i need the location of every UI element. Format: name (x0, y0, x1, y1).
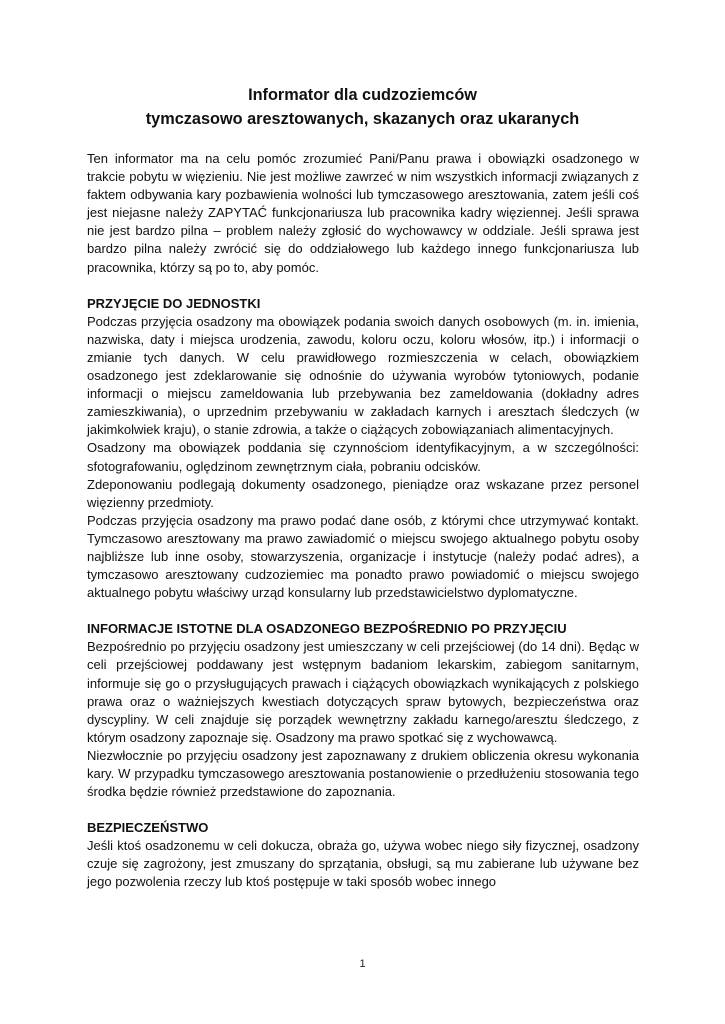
section-paragraph: Zdeponowaniu podlegają dokumenty osadzonego, pieniądze oraz wskazane przez personel więzienny przedmioty. (87, 476, 639, 510)
section-paragraph: Bezpośrednio po przyjęciu osadzony jest umieszczany w celi przejściowej (do 14 dni). Będąc w celi przejściowej poddawany jest wstępnym badaniom lekarskim, zabiegom sanitarnym, informuje się go o przysługujących prawach i ciążących obowiązkach wynikających z polskiego prawa oraz o ważniejszych kwestiach dotyczących spraw bytowych, bezpieczeństwa oraz dyscypliny. W celi znajduje się porządek wewnętrzny zakładu karnego/aresztu śledczego, z którym osadzony zapoznaje się. Osadzony ma prawo spotkać się z wychowawcą. (87, 639, 639, 745)
document-title-line1: Informator dla cudzoziemców (248, 86, 477, 104)
page-number: 1 (359, 958, 366, 970)
section-heading-after-admission: INFORMACJE ISTOTNE DLA OSADZONEGO BEZPOŚREDNIO PO PRZYJĘCIU (87, 621, 567, 637)
section-paragraph: Osadzony ma obowiązek poddania się czynnościom identyfikacyjnym, a w szczególności: sfotografowaniu, oględzinom zewnętrznym ciała, pobraniu odcisków. (87, 440, 639, 474)
section-heading-admission: PRZYJĘCIE DO JEDNOSTKI (87, 295, 261, 311)
document-title-line2: tymczasowo aresztowanych, skazanych oraz ukaranych (145, 110, 580, 128)
section-heading-safety: BEZPIECZEŃSTWO (87, 820, 209, 836)
section-paragraph: Niezwłocznie po przyjęciu osadzony jest zapoznawany z drukiem obliczenia okresu wykonania kary. W przypadku tymczasowego aresztowania postanowienie o przedłużeniu stosowania tego środka będzie również przedstawione do zapoznania. (87, 747, 639, 800)
section-paragraph: Podczas przyjęcia osadzony ma prawo podać dane osób, z którymi chce utrzymywać kontakt. Tymczasowo aresztowany ma prawo zawiadomić o miejscu swojego aktualnego pobytu osoby najbliższe lub inne osoby, stowarzyszenia, organizacje i instytucje (należy podać adres), a tymczasowo aresztowany cudzoziemiec ma ponadto prawo powiadomić o miejscu swojego aktualnego pobytu właściwy urząd konsularny lub przedstawicielstwo dyplomatyczne. (87, 512, 639, 601)
intro-paragraph: Ten informator ma na celu pomóc zrozumieć Pani/Panu prawa i obowiązki osadzonego w trakcie pobytu w więzieniu. Nie jest możliwe zawrzeć w nim wszystkich informacji związanych z faktem odbywania kary pozbawienia wolności lub tymczasowego aresztowania, zatem jeśli coś jest niejasne należy ZAPYTAĆ funkcjonariusza lub pracownika kadry więziennej. Jeśli sprawa nie jest bardzo pilna – problem należy zgłosić do wychowawcy w oddziale. Jeśli sprawa jest bardzo pilna należy zwrócić się do oddziałowego lub każdego innego funkcjonariusza lub pracownika, którzy są po to, aby pomóc. (87, 151, 639, 275)
document-body (87, 150, 639, 892)
section-paragraph: Podczas przyjęcia osadzony ma obowiązek podania swoich danych osobowych (m. in. imienia, nazwiska, daty i miejsca urodzenia, zawodu, koloru oczu, koloru włosów, itp.) i informacji o zmianie tych danych. W celu prawidłowego rozmieszczenia w celach, obowiązkiem osadzonego jest zdeklarowanie się odnośnie do używania wyrobów tytoniowych, podanie informacji o miejscu zameldowania lub przebywania bez zameldowania (dokładny adres zamieszkiwania), o uprzednim przebywaniu w zakładach karnych i aresztach śledczych (w jakimkolwiek kraju), o stanie zdrowia, a także o ciążących zobowiązaniach alimentacyjnych. (87, 313, 639, 438)
section-paragraph: Jeśli ktoś osadzonemu w celi dokucza, obraża go, używa wobec niego siły fizycznej, osadzony czuje się zagrożony, jest zmuszany do sprzątania, obsługi, są mu zabierane lub używane bez jego pozwolenia rzeczy lub ktoś postępuje w taki sposób wobec innego (87, 838, 639, 890)
